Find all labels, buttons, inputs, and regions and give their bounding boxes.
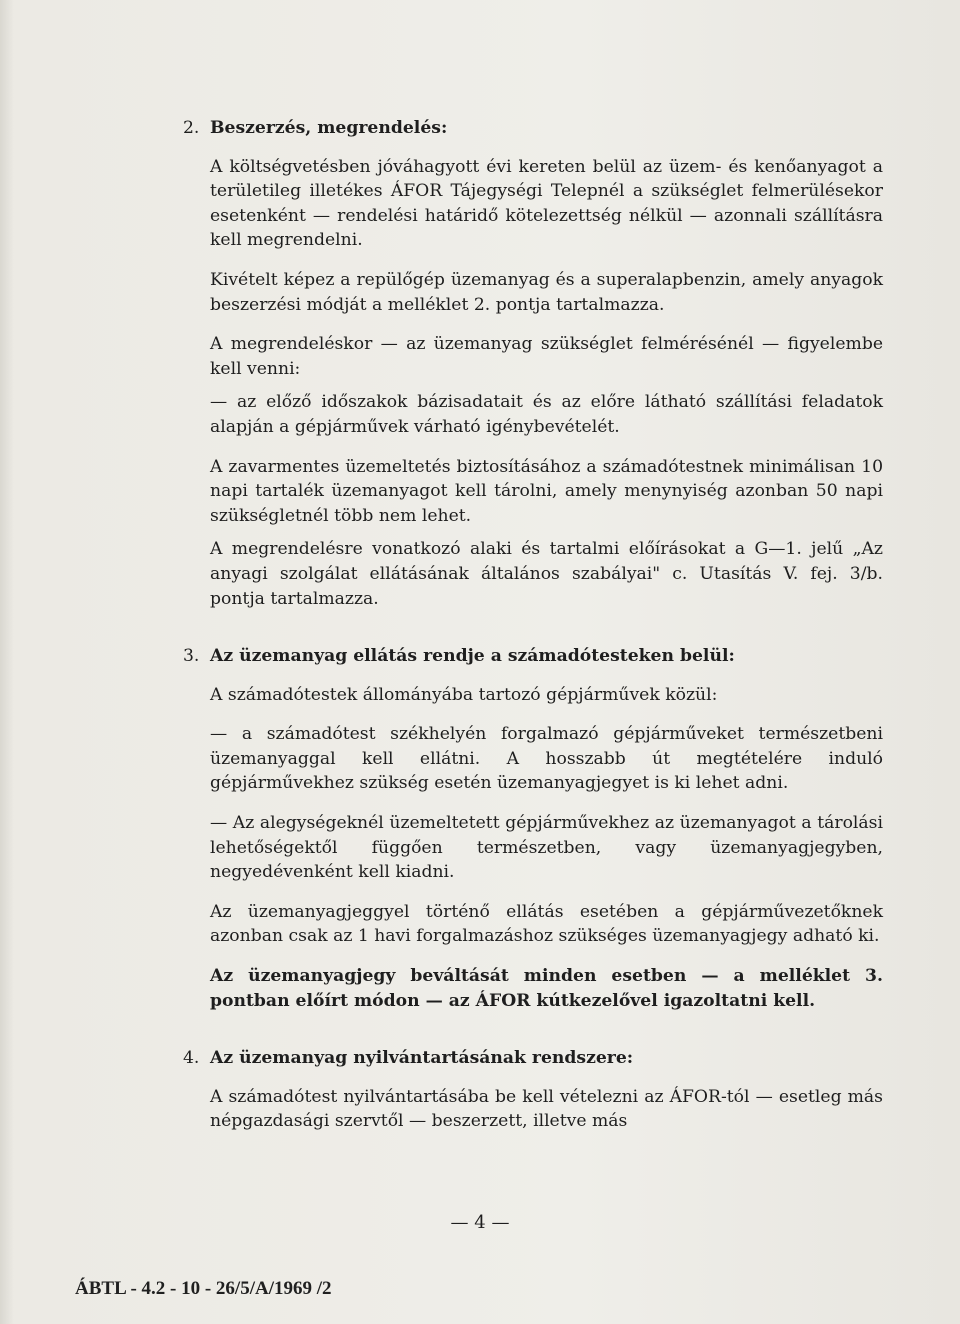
section-number: 2. [183,118,200,138]
section-title: Az üzemanyag ellátás rendje a számadótesteken belül: [210,646,735,667]
section-title: Beszerzés, megrendelés: [210,118,448,138]
section-number: 4. [183,1048,200,1069]
paragraph: Az üzemanyagjeggyel történő ellátás esetében a gépjárművezetőknek azonban csak az 1 havi forgalmazáshoz szükséges üzemanyagjegy adható ki. [210,901,883,947]
section-4-heading [183,1046,883,1071]
paragraph: A megrendelésre vonatkozó alaki és tartalmi előírásokat a G—1. jelű „Az anyagi szolgálat ellátásának általános szabályai" c. Utasítás V. fej. 3/b. pontja tartalmazza. [210,539,883,609]
paragraph: Kivételt képez a repülőgép üzemanyag és a superalapbenzin, amely anyagok beszerzési módját a melléklet 2. pontja tartalmazza. [210,269,883,315]
section-3-heading [183,644,883,669]
spacer [183,1028,883,1046]
paragraph: A számadótest nyilvántartásába be kell vételezni az ÁFOR-tól — esetleg más népgazdasági szervtől — beszerzett, illetve más [210,1086,883,1132]
dash-item: — az előző időszakok bázisadatait és az előre látható szállítási feladatok alapján a gépjárművek várható igénybevételét. [210,392,883,437]
dash-item: — a számadótest székhelyén forgalmazó gépjárműveket természetbeni üzemanyaggal kell ellátni. A hosszabb út megtételére induló gépjárművekhez szükség esetén üzemanyagjegyet is ki lehet adni. [210,724,883,794]
paragraph: A számadótestek állományába tartozó gépjárművek közül: [210,684,718,705]
section-title: Az üzemanyag nyilvántartásának rendszere: [210,1048,634,1069]
page-number: — 4 — [450,1212,510,1233]
dash-item: — Az alegységeknél üzemeltetett gépjárművekhez az üzemanyagot a tárolási lehetőségektől függően természetben, vagy üzemanyagjegyben, negyedévenként kell kiadni. [210,813,883,883]
paragraph-emphasis: Az üzemanyagjegy beváltását minden esetben — a melléklet 3. pontban előírt módon — az ÁFOR kútkezelővel igazoltatni kell. [210,966,883,1011]
paragraph: A zavarmentes üzemeltetés biztosításához a számadótestnek minimálisan 10 napi tartalék üzemanyagot kell tárolni, amely menynyiség azonban 50 napi szükségletnél több nem lehet. [210,456,883,526]
paragraph: A költségvetésben jóváhagyott évi kereten belül az üzem- és kenőanyagot a területileg illetékes ÁFOR Tájegységi Telepnél a szükséglet felmerülésekor esetenként — rendelési határidő kötelezettség nélkül — azonnali szállításra kell megrendelni. [210,156,883,251]
document-body [183,116,883,1149]
section-number: 3. [183,646,200,667]
archive-reference: ÁBTL - 4.2 - 10 - 26/5/A/1969 /2 [75,1278,332,1299]
paragraph: A megrendeléskor — az üzemanyag szükséglet felmérésénél — figyelembe kell venni: [210,334,883,379]
spacer [183,626,883,644]
section-2-heading [183,116,883,141]
